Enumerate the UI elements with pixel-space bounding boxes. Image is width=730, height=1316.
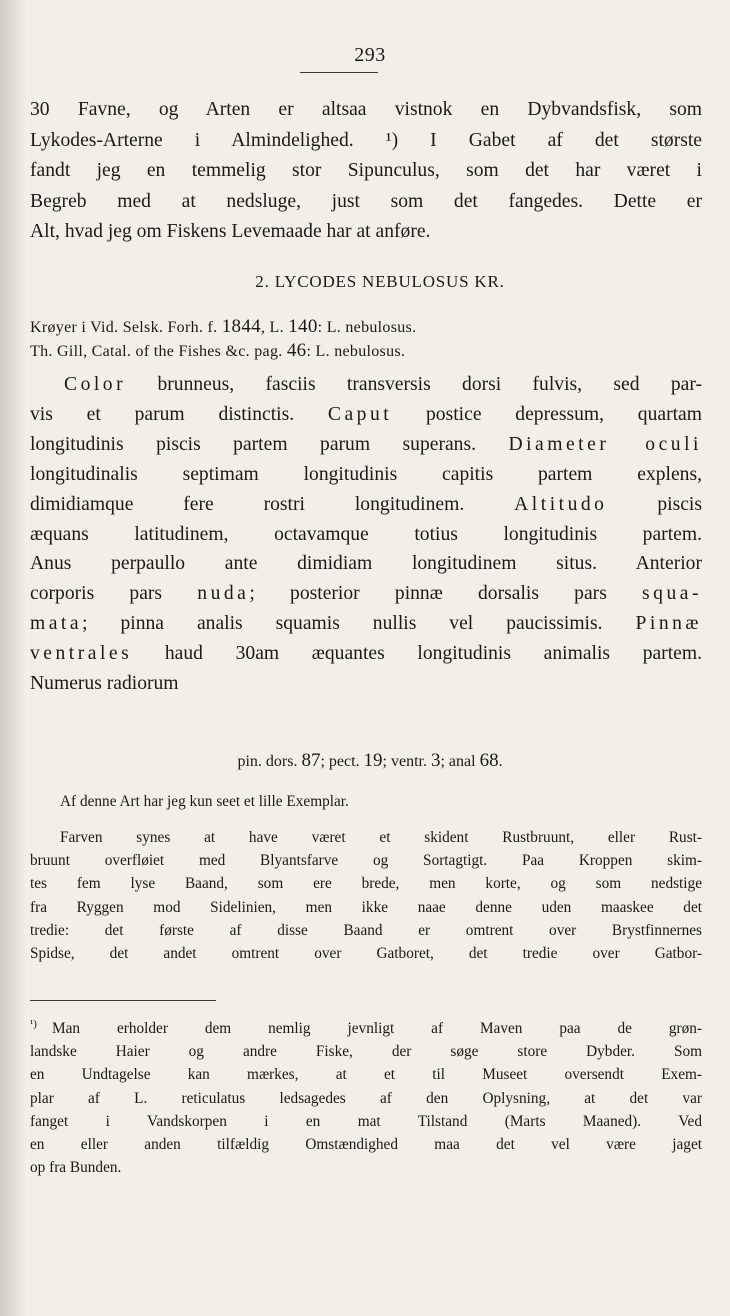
term-nuda: nuda [197, 583, 250, 605]
text-line: Farven synes at have været et skident Rustbruunt, eller Rust- [60, 829, 702, 846]
text-line: Spidse, det andet omtrent over Gatboret, det tredie over Gatbor- [30, 945, 702, 963]
reference-page: 140 [288, 316, 318, 337]
text-line: plar af L. reticulatus ledsagedes af den Oplysning, at det var [30, 1089, 702, 1107]
term-pinnae: Pinnæ [635, 613, 702, 635]
text-line: tredie: det første af disse Baand er omtrent over Brystfinnernes [30, 921, 702, 939]
text-line: Anus perpaullo ante dimidiam longitudinem situs. Anterior [30, 553, 702, 575]
text-line: dimidiamque fere rostri longitudinem. Altitudo piscis [30, 493, 703, 515]
term-squamata-end: mata [30, 613, 83, 635]
text-line: landske Haier og andre Fiske, der søge store Dybder. Som [30, 1043, 702, 1061]
continuation-paragraph [30, 95, 702, 248]
text-line: en eller anden tilfældig Omstændighed maa det vel være jaget [30, 1136, 702, 1154]
reference-name: : L. nebulosus. [306, 343, 406, 360]
footnote [30, 1013, 702, 1179]
reference-line [30, 339, 702, 363]
footnote-marker: ¹) [30, 1018, 37, 1030]
fin-formula: pin. dors. 87; pect. 19; ventr. 3; anal 68. [237, 750, 503, 771]
text-line: mata; pinna analis squamis nullis vel paucissimis. Pinnæ [30, 613, 702, 635]
text-line: fra Ryggen mod Sidelinien, men ikke naae denne uden maaskee det [30, 898, 702, 916]
term-squamata: squa- [642, 583, 702, 605]
fin-count-ventral: 3 [430, 750, 441, 771]
text-line: op fra Bunden. [30, 1159, 122, 1177]
reference-name: : L. nebulosus. [317, 319, 417, 336]
term-color: Color [64, 374, 127, 395]
fin-count-pectoral: 19 [363, 750, 383, 771]
reference-sep: , L. [260, 319, 284, 336]
references [30, 315, 702, 363]
color-paragraph [30, 826, 702, 965]
text-line: Begreb med at nedsluge, just som det fangedes. Dette er [30, 190, 702, 212]
page-number: 293 [354, 44, 386, 66]
reference-page: 46 [286, 340, 307, 361]
reference-source: Krøyer i Vid. Selsk. Forh. f. [30, 319, 218, 336]
footnote-rule [30, 1000, 216, 1001]
specimen-paragraph [30, 790, 702, 813]
text-line: Lykodes-Arterne i Almindelighed. ¹) I Gabet af det største [30, 129, 702, 151]
page-binding-shadow [0, 0, 26, 1316]
term-caput: Caput [327, 403, 393, 425]
text-line: æquans latitudinem, octavamque totius longitudinis partem. [30, 523, 702, 545]
text-line: longitudinis piscis partem parum superans. Diameter oculi [30, 433, 702, 455]
text-line: fandt jeg en temmelig stor Sipunculus, som det har været i [30, 160, 702, 182]
text-line: tes fem lyse Baand, som ere brede, men korte, og som nedstige [30, 875, 702, 893]
text-line: ventrales haud 30am æquantes longitudinis animalis partem. [30, 643, 702, 665]
term-diameter: Diameter oculi [508, 433, 702, 455]
section-heading: 2. LYCODES NEBULOSUS KR. [255, 272, 505, 291]
text-line: Numerus radiorum [30, 673, 179, 695]
term-ventrales: ventrales [30, 643, 133, 665]
term-altitudo: Altitudo [514, 493, 608, 515]
reference-year: 1844 [221, 316, 261, 337]
reference-line [30, 315, 702, 339]
reference-source: Th. Gill, Catal. of the Fishes &c. pag. [30, 343, 283, 360]
text-line: longitudinalis septimam longitudinis capitis partem explens, [30, 463, 702, 485]
text-line: ¹) Man erholder dem nemlig jevnligt af Maven paa de grøn- [30, 1013, 702, 1040]
text-line: 30 Favne, og Arten er altsaa vistnok en Dybvandsfisk, som [30, 99, 702, 120]
text-line: vis et parum distinctis. Caput postice depressum, quartam [30, 403, 702, 425]
text-line: fanget i Vandskorpen i en mat Tilstand (Marts Maaned). Ved [30, 1112, 702, 1130]
page-number-rule [300, 72, 378, 73]
latin-description [30, 370, 702, 699]
text-line: Alt, hvad jeg om Fiskens Levemaade har at anføre. [30, 221, 431, 243]
text-line: en Undtagelse kan mærkes, at et til Museet oversendt Exem- [30, 1066, 702, 1084]
text-line: corporis pars nuda; posterior pinnæ dorsalis pars squa- [30, 583, 702, 605]
fin-count-anal: 68 [479, 750, 499, 771]
text-line: bruunt overfløiet med Blyantsfarve og Sortagtigt. Paa Kroppen skim- [30, 852, 702, 870]
text-line: Af denne Art har jeg kun seet et lille Exemplar. [60, 793, 349, 810]
text-line: Color brunneus, fasciis transversis dorsi fulvis, sed par- [64, 374, 702, 395]
fin-count-dorsal: 87 [301, 750, 321, 771]
